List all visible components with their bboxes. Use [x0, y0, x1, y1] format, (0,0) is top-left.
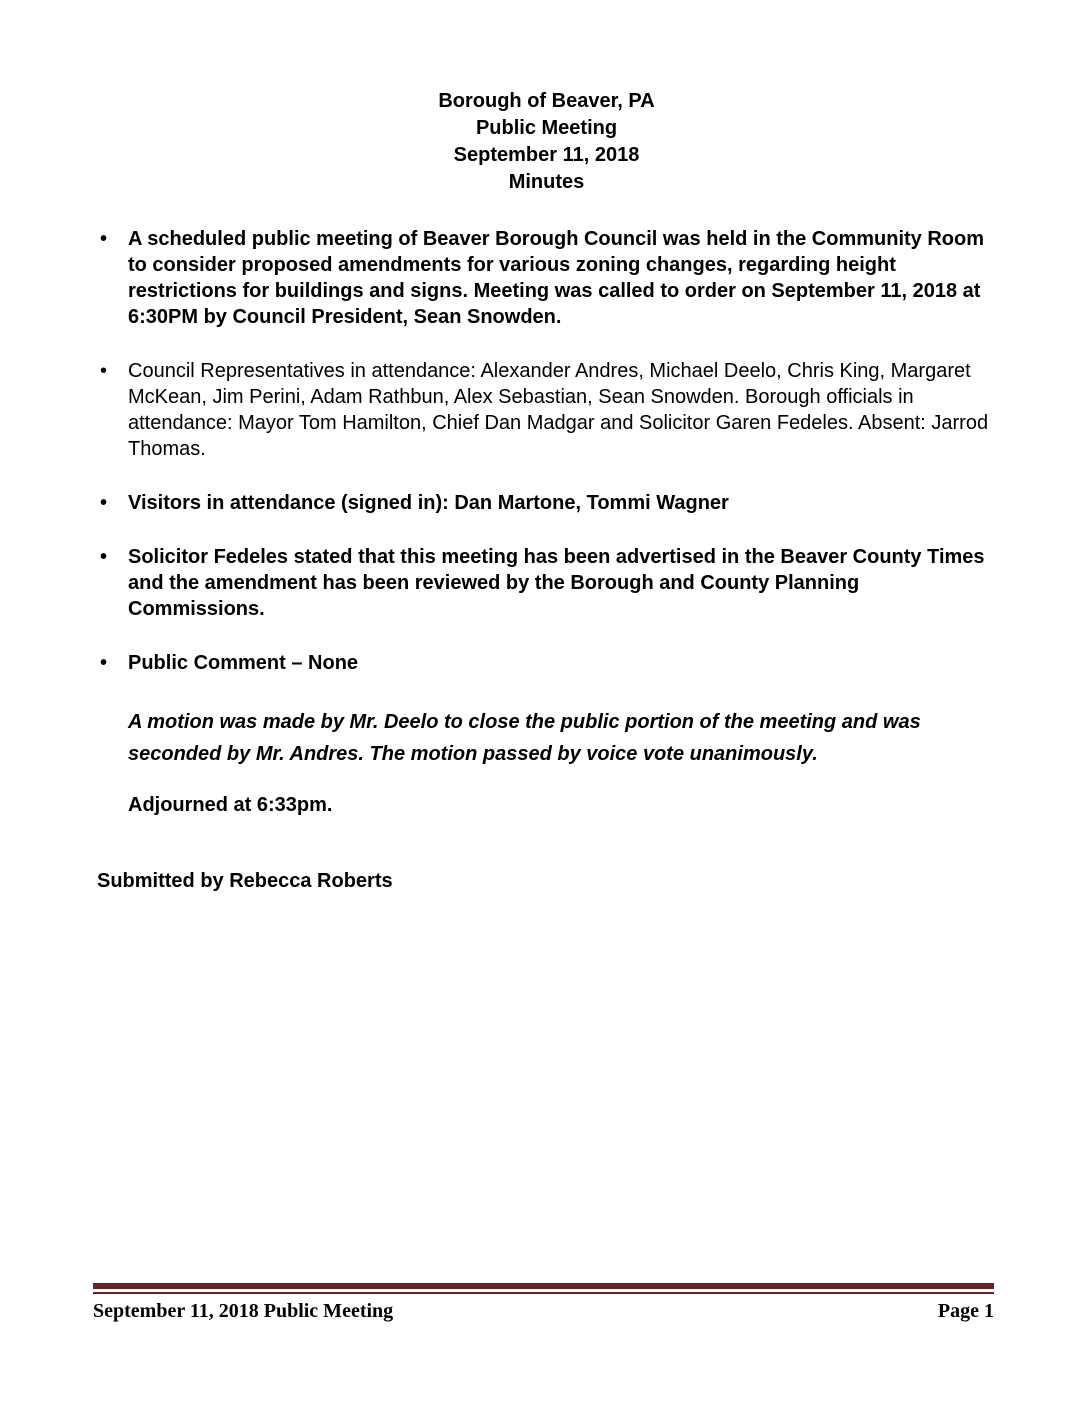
footer-rule-thin [93, 1292, 994, 1294]
footer-meeting-label: September 11, 2018 Public Meeting [93, 1300, 394, 1322]
title-block [97, 88, 996, 196]
footer-rule-thick [93, 1283, 994, 1289]
title-line-minutes: Minutes [508, 171, 585, 193]
motion-paragraph: A motion was made by Mr. Deelo to close the public portion of the meeting and was seconded by Mr. Andres. The motion passed by voice vote unanimously. [128, 711, 921, 765]
bullet-item-attendance: • Council Representatives in attendance: Alexander Andres, Michael Deelo, Chris King, Margaret McKean, Jim Perini, Adam Rathbun, Alex Sebastian, Sean Snowden. Borough officials in attendance: Mayor Tom Hamilton, Chief Dan Madgar and Solicitor Garen Fedeles. Absent: Jarrod Thomas. [128, 358, 996, 462]
submitted-line: Submitted by Rebecca Roberts [97, 870, 393, 892]
document-content [97, 88, 996, 894]
title-line-meeting-type: Public Meeting [475, 117, 618, 139]
footer-text-row [93, 1298, 994, 1324]
bullet-item-meeting-overview: • A scheduled public meeting of Beaver Borough Council was held in the Community Room to consider proposed amendments for various zoning changes, regarding height restrictions for buildings and signs. Meeting was called to order on September 11, 2018 at 6:30PM by Council President, Sean Snowden. [128, 226, 996, 330]
title-line-date: September 11, 2018 [453, 144, 640, 166]
bullet-item-public-comment: • Public Comment – None [128, 650, 996, 676]
bullet-item-visitors: • Visitors in attendance (signed in): Dan Martone, Tommi Wagner [128, 490, 996, 516]
footer-page-number: Page 1 [937, 1300, 994, 1322]
bullet-item-solicitor-statement: • Solicitor Fedeles stated that this meeting has been advertised in the Beaver County Times and the amendment has been reviewed by the Borough and County Planning Commissions. [128, 544, 996, 622]
title-line-org: Borough of Beaver, PA [438, 90, 655, 112]
page-footer [93, 1283, 994, 1324]
adjourned-line: Adjourned at 6:33pm. [128, 794, 333, 816]
bullet-list [97, 226, 996, 676]
